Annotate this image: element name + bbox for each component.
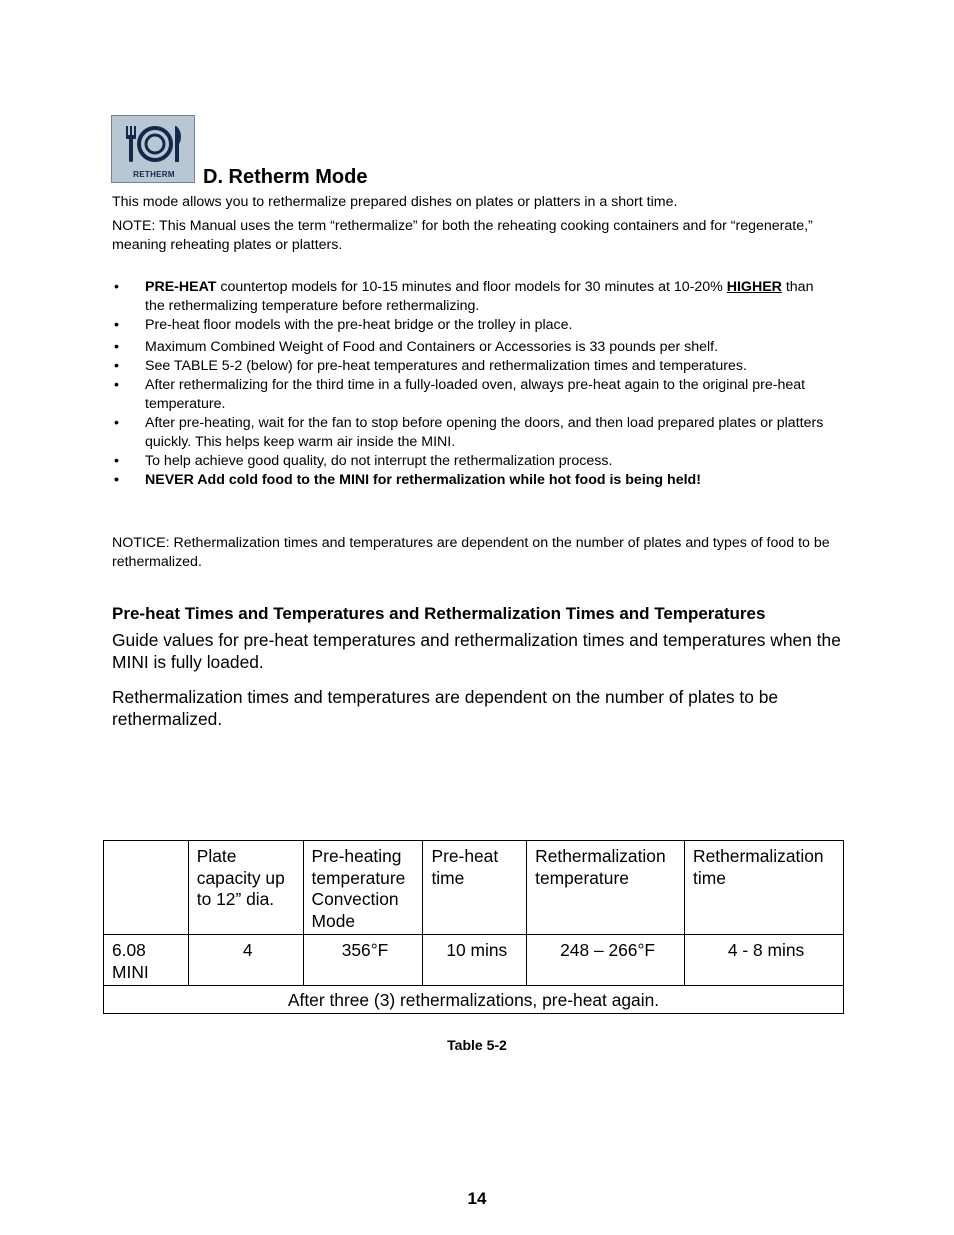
table-cell: 10 mins bbox=[423, 935, 527, 986]
guide-paragraph: Guide values for pre-heat temperatures and rethermalization times and temperatures when the MINI is fully loaded. bbox=[112, 630, 841, 672]
table-header-cell: Plate capacity up to 12” dia. bbox=[188, 841, 303, 935]
list-item bbox=[112, 278, 832, 316]
dependent-paragraph: Rethermalization times and temperatures are dependent on the number of plates to be rethermalized. bbox=[112, 687, 779, 729]
table-header-row bbox=[104, 841, 844, 935]
instruction-list bbox=[112, 278, 832, 490]
higher-underline: HIGHER bbox=[726, 279, 782, 295]
note-paragraph: NOTE: This Manual uses the term “rethermalize” for both the reheating cooking containers and for “regenerate,” meaning reheating plates or platters. bbox=[112, 218, 813, 253]
table-header-cell: Rethermalization time bbox=[685, 841, 844, 935]
table-cell: 356°F bbox=[303, 935, 423, 986]
subsection-heading: Pre-heat Times and Temperatures and Rethermalization Times and Temperatures bbox=[112, 604, 766, 623]
table-header-cell bbox=[104, 841, 189, 935]
table-footer-cell: After three (3) rethermalizations, pre-heat again. bbox=[104, 986, 844, 1014]
list-item: • Maximum Combined Weight of Food and Containers or Accessories is 33 pounds per shelf. bbox=[112, 338, 832, 357]
section-title: D. Retherm Mode bbox=[203, 166, 368, 188]
retherm-mode-icon bbox=[111, 115, 195, 183]
plate-cutlery-icon bbox=[112, 116, 196, 170]
table-caption: Table 5-2 bbox=[447, 1037, 507, 1053]
preheat-bold: PRE-HEAT bbox=[145, 279, 217, 295]
preheat-text-a: countertop models for 10-15 minutes and floor models for 30 minutes at 10-20% bbox=[216, 279, 727, 295]
retherm-table bbox=[103, 840, 844, 1014]
intro-paragraph: This mode allows you to rethermalize prepared dishes on plates or platters in a short time. bbox=[112, 194, 678, 210]
table-footer-row bbox=[104, 986, 844, 1014]
table-header-cell: Pre-heat time bbox=[423, 841, 527, 935]
table-cell: 4 bbox=[188, 935, 303, 986]
table-cell: 4 - 8 mins bbox=[685, 935, 844, 986]
notice-paragraph: NOTICE: Rethermalization times and temperatures are dependent on the number of plates and types of food to be rethermalized. bbox=[112, 535, 830, 570]
model-cell: 6.08 MINI bbox=[104, 935, 189, 986]
table-header-cell: Rethermalization temperature bbox=[527, 841, 685, 935]
list-item: • See TABLE 5-2 (below) for pre-heat temperatures and rethermalization times and temperatures. bbox=[112, 357, 832, 376]
list-item: • After pre-heating, wait for the fan to stop before opening the doors, and then load prepared plates or platters quickly. This helps keep warm air inside the MINI. bbox=[112, 414, 832, 452]
list-item: • After rethermalizing for the third time in a fully-loaded oven, always pre-heat again to the original pre-heat temperature. bbox=[112, 376, 832, 414]
table-row bbox=[104, 935, 844, 986]
page-number: 14 bbox=[467, 1189, 487, 1208]
list-item: • Pre-heat floor models with the pre-heat bridge or the trolley in place. bbox=[112, 316, 832, 335]
list-item: • To help achieve good quality, do not interrupt the rethermalization process. bbox=[112, 452, 832, 471]
list-item: • NEVER Add cold food to the MINI for rethermalization while hot food is being held! bbox=[112, 471, 832, 490]
table-cell: 248 – 266°F bbox=[527, 935, 685, 986]
preheat-text-b: than the rethermalizing temperature before rethermalizing. bbox=[145, 279, 814, 314]
table-header-cell: Pre-heating temperature Convection Mode bbox=[303, 841, 423, 935]
icon-label: RETHERM bbox=[133, 170, 175, 179]
